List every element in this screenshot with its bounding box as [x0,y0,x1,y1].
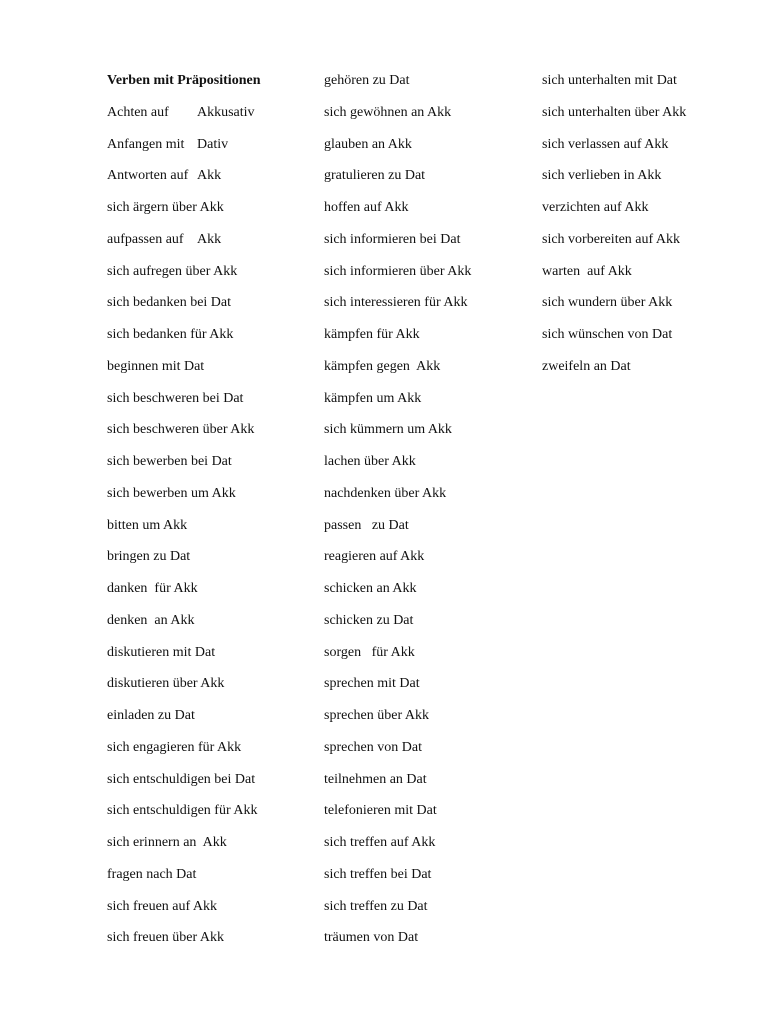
list-item: teilnehmen an Dat [324,771,427,787]
verb-term: aufpassen auf [107,231,184,247]
list-item: sich beschweren über Akk [107,422,255,438]
case-label: Akk [197,231,222,247]
list-item: kämpfen um Akk [324,390,422,406]
list-item: kämpfen gegen Akk [324,358,441,374]
list-item: passen zu Dat [324,517,409,533]
list-item: sich kümmern um Akk [324,422,452,438]
list-item: warten auf Akk [542,263,632,279]
list-item: träumen von Dat [324,930,419,946]
list-item: sprechen von Dat [324,739,422,755]
list-item: verzichten auf Akk [542,200,649,215]
list-item: sich verlassen auf Akk [542,136,669,152]
list-item: danken für Akk [107,581,198,596]
list-item: sprechen mit Dat [324,676,420,692]
list-item: gratulieren zu Dat [324,168,426,184]
column-2 [324,70,524,959]
list-item: sich bewerben bei Dat [107,454,232,469]
list-item: telefonieren mit Dat [324,803,437,819]
column-3 [542,70,742,388]
list-item: sich interessieren für Akk [324,295,468,311]
list-item: reagieren auf Akk [324,549,425,565]
list-item: lachen über Akk [324,454,416,469]
list-item [107,102,307,134]
list-item: sich gewöhnen an Akk [324,104,452,120]
column-1 [107,70,307,959]
list-item: sich ärgern über Akk [107,200,224,215]
case-label: Akkusativ [197,104,255,120]
list-item [107,229,307,261]
list-item: hoffen auf Akk [324,200,409,215]
list-item: sich treffen zu Dat [324,898,428,914]
list-item: denken an Akk [107,612,195,628]
list-item: sich vorbereiten auf Akk [542,231,681,247]
list-item: schicken an Akk [324,581,417,596]
list-item: kämpfen für Akk [324,327,420,342]
list-item: sich entschuldigen für Akk [107,803,258,819]
verb-term: Achten auf [107,104,169,120]
list-item: beginnen mit Dat [107,358,205,374]
list-item: sich wünschen von Dat [542,327,673,342]
list-item: sich engagieren für Akk [107,739,242,755]
list-item: bitten um Akk [107,517,188,533]
list-item: diskutieren über Akk [107,676,225,692]
list-item: sich unterhalten über Akk [542,104,687,120]
list-item: sich unterhalten mit Dat [542,73,677,88]
list-item: sich bewerben um Akk [107,485,236,501]
verb-term: Antworten auf [107,168,189,184]
case-label: Akk [197,168,222,184]
list-item: sich informieren über Akk [324,263,472,279]
list-item: sich bedanken für Akk [107,327,234,342]
list-item: sich aufregen über Akk [107,263,238,279]
list-item: sich treffen bei Dat [324,866,432,882]
page-title: Verben mit Präpositionen [107,73,261,88]
list-item: sich freuen über Akk [107,930,225,946]
list-item: sich treffen auf Akk [324,835,436,850]
verb-term: Anfangen mit [107,136,185,152]
list-item: gehören zu Dat [324,73,410,88]
list-item: fragen nach Dat [107,866,197,882]
list-item: sich beschweren bei Dat [107,390,244,406]
list-item: einladen zu Dat [107,708,195,723]
list-item: sich bedanken bei Dat [107,295,232,311]
list-item: sorgen für Akk [324,644,415,660]
list-item: sprechen über Akk [324,708,429,723]
list-item: schicken zu Dat [324,612,414,628]
list-item: bringen zu Dat [107,549,191,565]
list-item: sich entschuldigen bei Dat [107,771,256,787]
list-item: sich erinnern an Akk [107,835,227,850]
list-item [107,165,307,197]
list-item: sich wundern über Akk [542,295,673,311]
case-label: Dativ [197,136,229,152]
list-item: sich verlieben in Akk [542,168,662,184]
list-item: sich freuen auf Akk [107,898,218,914]
list-item: zweifeln an Dat [542,358,631,374]
list-item: diskutieren mit Dat [107,644,216,660]
list-item: nachdenken über Akk [324,485,447,501]
list-item: glauben an Akk [324,136,412,152]
list-item: sich informieren bei Dat [324,231,461,247]
list-item [107,134,307,166]
